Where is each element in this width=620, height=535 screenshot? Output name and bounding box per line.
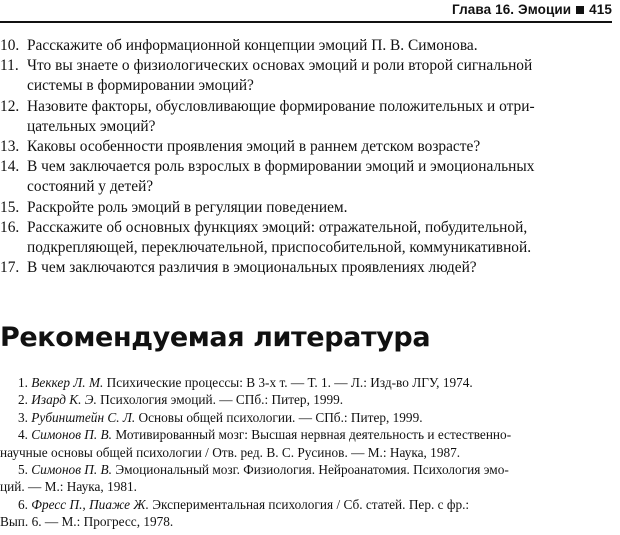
question-item <box>0 137 612 157</box>
page-number: 415 <box>589 2 612 17</box>
question-item <box>0 198 612 218</box>
reference-text: Психология эмоций. — СПб.: Питер, 1999. <box>96 392 344 408</box>
reference-text-continued: научные основы общей психологии / Отв. ред. В. С. Русинов. — М.: Наука, 1987. <box>0 444 461 460</box>
reference-number: 1. <box>18 375 32 390</box>
question-number: 10. <box>0 37 20 54</box>
question-line: Раскройте роль эмоций в регуляции поведением. <box>27 198 348 216</box>
reference-text-continued: Вып. 6. — М.: Прогресс, 1978. <box>0 514 174 530</box>
reference-author: Симонов П. В. <box>31 427 112 443</box>
reference-number: 4. <box>18 427 32 443</box>
chapter-title: Глава 16. Эмоции <box>452 2 572 17</box>
question-line: Расскажите об основных функциях эмоций: отражательной, побудительной, <box>27 218 528 236</box>
reference-item <box>0 374 612 391</box>
question-item <box>0 218 612 258</box>
square-bullet-icon <box>576 6 584 14</box>
reference-author: Симонов П. В. <box>31 462 112 478</box>
reference-text: Эмоциональный мозг. Физиология. Нейроанатомия. Психология эмо- <box>112 462 509 478</box>
reference-number: 3. <box>18 409 32 425</box>
reference-item <box>0 409 612 426</box>
reference-item <box>0 391 612 408</box>
question-line: Назовите факторы, обусловливающие формирование положительных и отри- <box>27 97 535 115</box>
question-number: 16. <box>0 218 20 236</box>
question-item <box>0 97 612 137</box>
question-line: Что вы знаете о физиологических основах эмоций и роли второй сигнальной <box>27 57 533 75</box>
reference-text-continued: ций. — М.: Наука, 1981. <box>0 479 137 495</box>
reference-number: 2. <box>18 392 32 408</box>
question-number: 15. <box>0 198 20 216</box>
question-number: 11. <box>0 57 19 75</box>
question-item <box>0 157 612 197</box>
question-item <box>0 36 612 56</box>
running-header <box>0 2 612 17</box>
question-number: 12. <box>0 97 20 115</box>
question-line: состояний у детей? <box>27 178 154 196</box>
references-list <box>0 374 612 531</box>
reference-author: Изард К. Э. <box>31 392 97 408</box>
reference-item <box>0 461 612 496</box>
reference-item <box>0 496 612 531</box>
question-line: системы в формировании эмоций? <box>27 77 254 95</box>
question-line: подкрепляющей, переключательной, приспособительной, коммуникативной. <box>27 239 532 257</box>
reference-text: Экспериментальная психология / Сб. статей. Пер. с фр.: <box>148 496 470 512</box>
reference-author: Рубинштейн С. Л. <box>31 409 136 425</box>
reference-text: Основы общей психологии. — СПб.: Питер, 1999. <box>135 409 423 425</box>
question-line: В чем заключаются различия в эмоциональных проявлениях людей? <box>27 259 477 277</box>
section-heading: Рекомендуемая литература <box>0 322 431 353</box>
reference-text: Психические процессы: В 3-х т. — Т. 1. — Л.: Изд-во ЛГУ, 1974. <box>103 375 473 390</box>
question-number: 17. <box>0 259 20 277</box>
question-item <box>0 258 612 278</box>
question-line: В чем заключается роль взрослых в формировании эмоций и эмоциональных <box>27 158 535 176</box>
reference-item <box>0 426 612 461</box>
question-line: Расскажите об информационной концепции эмоций П. В. Симонова. <box>27 37 478 54</box>
question-line: цательных эмоций? <box>27 117 156 135</box>
reference-text: Мотивированный мозг: Высшая нервная деятельность и естественно- <box>112 427 512 443</box>
reference-author: Фресс П., Пиаже Ж. <box>31 496 149 512</box>
header-rule <box>0 21 612 23</box>
question-line: Каковы особенности проявления эмоций в раннем детском возрасте? <box>27 138 481 156</box>
reference-number: 5. <box>18 462 32 478</box>
reference-number: 6. <box>18 496 32 512</box>
question-number: 14. <box>0 158 20 176</box>
question-number: 13. <box>0 138 20 156</box>
question-item <box>0 56 612 96</box>
questions-list <box>0 36 612 278</box>
reference-author: Веккер Л. М. <box>31 375 104 390</box>
